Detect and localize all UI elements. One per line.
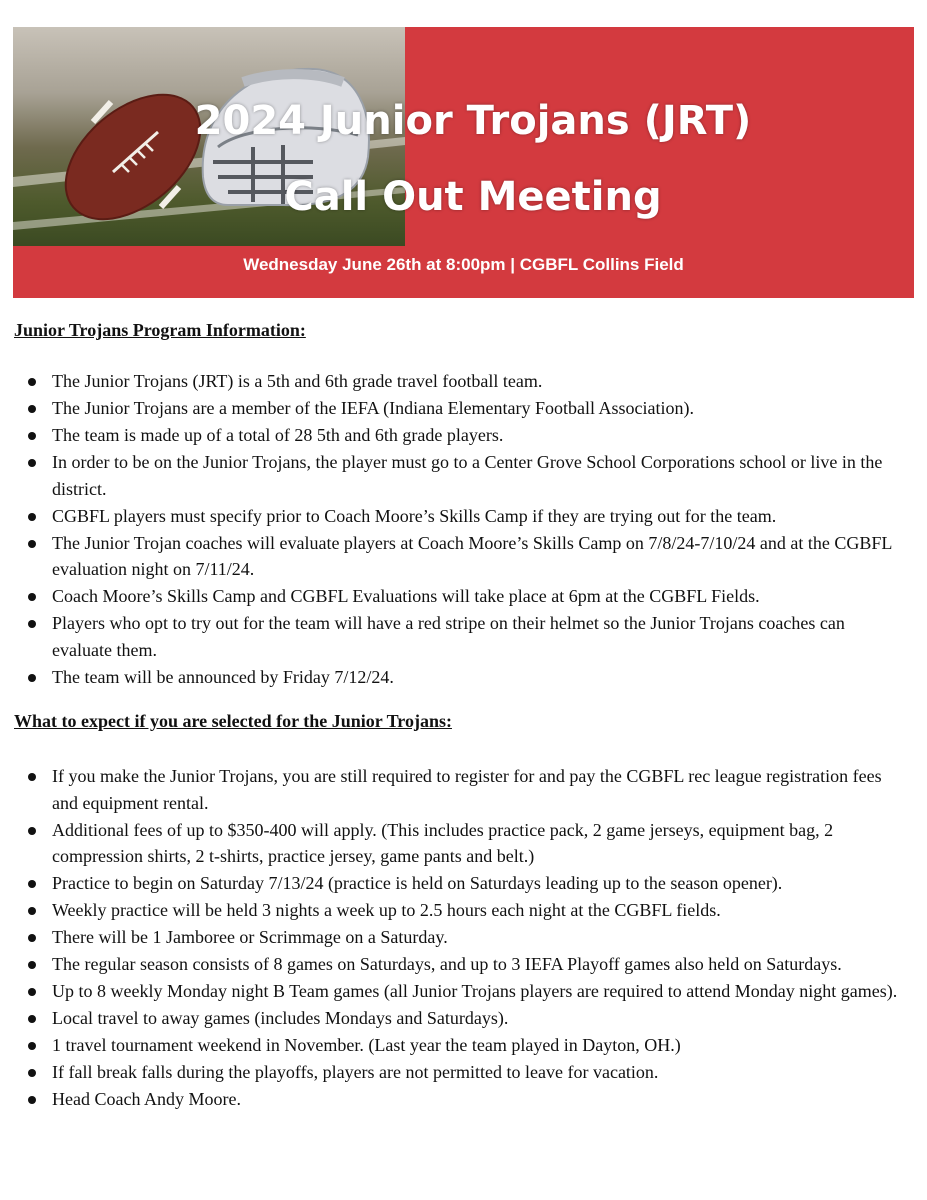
list-item: Weekly practice will be held 3 nights a week up to 2.5 hours each night at the CGBFL fields.: [14, 897, 909, 924]
list-item: There will be 1 Jamboree or Scrimmage on a Saturday.: [14, 924, 909, 951]
list-item: Up to 8 weekly Monday night B Team games (all Junior Trojans players are required to attend Monday night games).: [14, 978, 909, 1005]
list-item: If you make the Junior Trojans, you are still required to register for and pay the CGBFL rec league registration fees and equipment rental.: [14, 763, 909, 816]
list-item: 1 travel tournament weekend in November. (Last year the team played in Dayton, OH.): [14, 1032, 909, 1059]
list-item: The Junior Trojans (JRT) is a 5th and 6th grade travel football team.: [14, 368, 909, 395]
program-info-heading: Junior Trojans Program Information:: [14, 320, 306, 340]
program-info-list: [14, 368, 909, 690]
list-item: The Junior Trojan coaches will evaluate players at Coach Moore’s Skills Camp on 7/8/24-7/10/24 and at the CGBFL evaluation night on 7/11/24.: [14, 530, 909, 583]
list-item: If fall break falls during the playoffs, players are not permitted to leave for vacation.: [14, 1059, 909, 1086]
list-item: Coach Moore’s Skills Camp and CGBFL Evaluations will take place at 6pm at the CGBFL Fields.: [14, 583, 909, 610]
list-item: The Junior Trojans are a member of the IEFA (Indiana Elementary Football Association).: [14, 395, 909, 422]
banner-title-line-2: Call Out Meeting: [284, 174, 662, 220]
banner-title: [73, 83, 873, 235]
program-info-section: [14, 318, 909, 691]
list-item: Head Coach Andy Moore.: [14, 1086, 909, 1113]
list-item: CGBFL players must specify prior to Coach Moore’s Skills Camp if they are trying out for the team.: [14, 503, 909, 530]
banner-subtitle: Wednesday June 26th at 8:00pm | CGBFL Collins Field: [243, 255, 684, 274]
banner-title-line-1: 2024 Junior Trojans (JRT): [194, 98, 752, 144]
event-banner: [13, 27, 914, 298]
expectations-heading: What to expect if you are selected for the Junior Trojans:: [14, 711, 452, 731]
list-item: In order to be on the Junior Trojans, the player must go to a Center Grove School Corporations school or live in the district.: [14, 449, 909, 502]
list-item: The team will be announced by Friday 7/12/24.: [14, 664, 909, 691]
list-item: The regular season consists of 8 games on Saturdays, and up to 3 IEFA Playoff games also held on Saturdays.: [14, 951, 909, 978]
expectations-list: [14, 763, 909, 1113]
list-item: Players who opt to try out for the team will have a red stripe on their helmet so the Junior Trojans coaches can evaluate them.: [14, 610, 909, 663]
expectations-section: [14, 709, 909, 1113]
list-item: Additional fees of up to $350-400 will apply. (This includes practice pack, 2 game jerseys, equipment bag, 2 compression shirts, 2 t-shirts, practice jersey, game pants and belt.): [14, 817, 909, 870]
list-item: Local travel to away games (includes Mondays and Saturdays).: [14, 1005, 909, 1032]
list-item: The team is made up of a total of 28 5th and 6th grade players.: [14, 422, 909, 449]
list-item: Practice to begin on Saturday 7/13/24 (practice is held on Saturdays leading up to the season opener).: [14, 870, 909, 897]
